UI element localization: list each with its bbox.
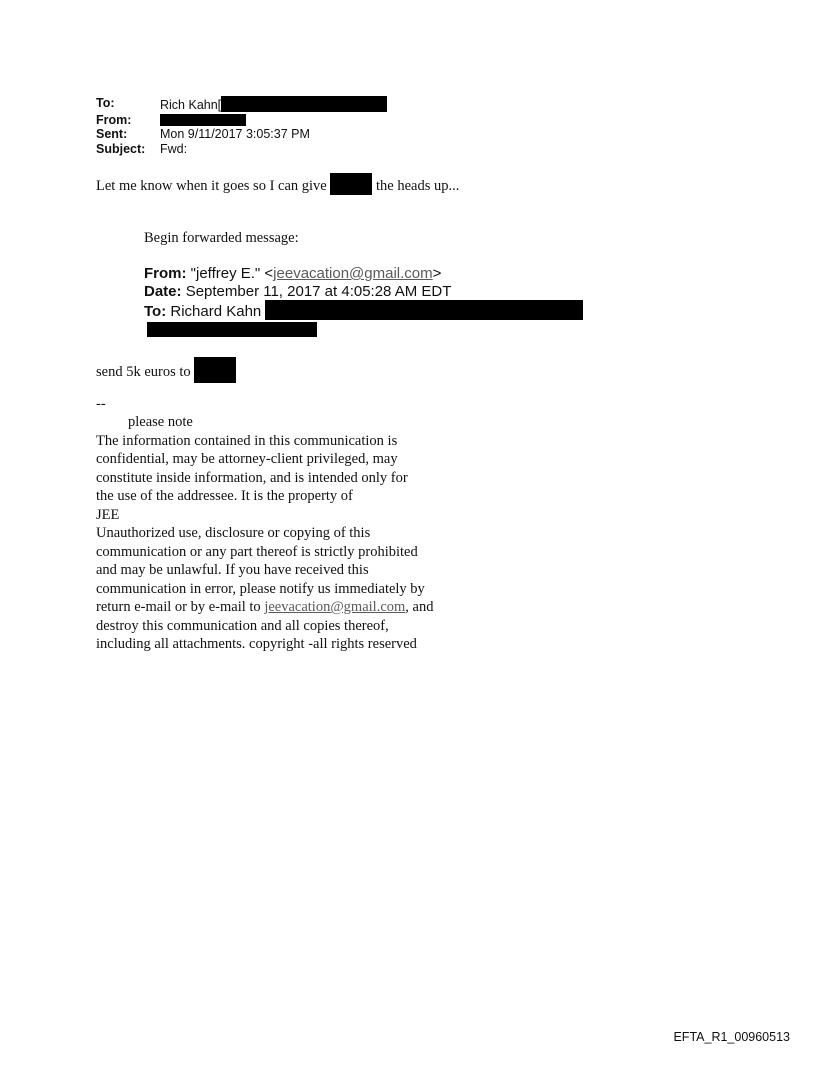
message-body: send 5k euros to bbox=[96, 364, 191, 380]
sent-value: Mon 9/11/2017 3:05:37 PM bbox=[160, 127, 310, 141]
disclaimer-line: the use of the addressee. It is the property of bbox=[96, 488, 353, 504]
disclaimer-line: including all attachments. copyright -all rights reserved bbox=[96, 636, 417, 652]
disclaimer-line: and may be unlawful. If you have received this bbox=[96, 562, 369, 578]
forwarded-to-continuation bbox=[144, 321, 583, 339]
disclaimer-email-link[interactable]: jeevacation@gmail.com bbox=[264, 599, 406, 615]
disclaimer-email-line bbox=[96, 598, 516, 617]
message-text bbox=[96, 357, 236, 383]
forwarded-from-email-link[interactable]: jeevacation@gmail.com bbox=[273, 265, 433, 282]
redaction-box bbox=[160, 114, 246, 126]
redaction-box bbox=[147, 322, 317, 337]
forwarded-date-label: Date: bbox=[144, 282, 182, 300]
signature-separator: -- bbox=[96, 396, 106, 412]
begin-forwarded-label: Begin forwarded message: bbox=[144, 230, 299, 246]
intro-before: Let me know when it goes so I can give bbox=[96, 178, 327, 194]
from-value bbox=[160, 113, 246, 128]
from-label: From: bbox=[96, 112, 132, 127]
from-row bbox=[96, 113, 387, 128]
forwarded-date-value: September 11, 2017 at 4:05:28 AM EDT bbox=[185, 282, 452, 300]
forwarded-from-name: "jeffrey E." < bbox=[190, 265, 274, 282]
forwarded-date-row bbox=[144, 283, 583, 301]
forwarded-header bbox=[144, 265, 583, 338]
to-value bbox=[160, 96, 387, 113]
disclaimer-email-before: return e-mail or by e-mail to bbox=[96, 599, 265, 615]
subject-row bbox=[96, 142, 387, 157]
disclaimer-line: Unauthorized use, disclosure or copying of this bbox=[96, 525, 371, 541]
document-id: EFTA_R1_00960513 bbox=[673, 1030, 790, 1044]
intro-after: the heads up... bbox=[375, 178, 460, 194]
disclaimer-line: confidential, may be attorney-client privileged, may bbox=[96, 451, 398, 467]
disclaimer-line: JEE bbox=[96, 506, 120, 523]
to-label: To: bbox=[96, 96, 115, 110]
forwarded-to-label: To: bbox=[144, 303, 167, 320]
disclaimer-line: communication or any part thereof is strictly prohibited bbox=[96, 543, 418, 560]
intro-text bbox=[96, 173, 459, 196]
disclaimer-email-after: , and bbox=[405, 599, 434, 615]
forwarded-from-label: From: bbox=[144, 265, 187, 282]
disclaimer-block bbox=[96, 413, 516, 654]
email-header bbox=[96, 96, 387, 156]
sent-label: Sent: bbox=[96, 127, 128, 141]
sent-row bbox=[96, 127, 387, 142]
forwarded-from-row bbox=[144, 265, 583, 283]
subject-value: Fwd: bbox=[160, 141, 188, 156]
disclaimer-line: communication in error, please notify us immediately by bbox=[96, 580, 425, 597]
disclaimer-title: please note bbox=[128, 414, 193, 430]
redaction-box bbox=[265, 300, 583, 320]
forwarded-to-value: Richard Kahn bbox=[170, 303, 262, 320]
forwarded-from-close: > bbox=[432, 265, 442, 282]
disclaimer-line: destroy this communication and all copies thereof, bbox=[96, 617, 389, 634]
subject-label: Subject: bbox=[96, 141, 146, 156]
to-row bbox=[96, 96, 387, 113]
forwarded-to-row bbox=[144, 300, 583, 321]
disclaimer-line: constitute inside information, and is intended only for bbox=[96, 469, 408, 486]
disclaimer-line: The information contained in this communication is bbox=[96, 432, 398, 449]
redaction-box bbox=[221, 96, 387, 112]
redaction-box bbox=[330, 173, 372, 195]
to-recipient: Rich Kahn[ bbox=[160, 98, 222, 112]
redaction-box bbox=[194, 357, 236, 383]
